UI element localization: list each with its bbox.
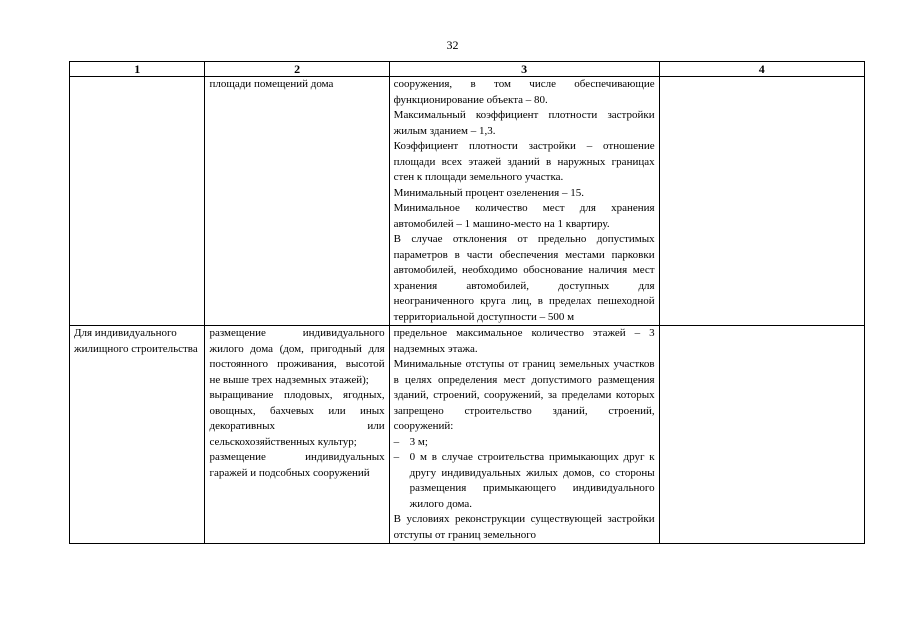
- cell-paragraph: выращивание плодовых, ягодных, овощных, бахчевых или иных декоративных или сельскохозяйственных культур;: [209, 389, 385, 448]
- list-item-text: 3 м;: [409, 435, 428, 448]
- list-item: [394, 435, 655, 451]
- list-dash: –: [393, 435, 400, 448]
- table-row: [70, 326, 865, 544]
- header-col-4: 4: [659, 62, 864, 77]
- cell-paragraph: сооружения, в том числе обеспечивающие функционирование объекта – 80.: [393, 78, 655, 106]
- cell-paragraph: размещение индивидуальных гаражей и подсобных сооружений: [209, 451, 385, 479]
- cell-paragraph: Минимальный процент озеленения – 15.: [393, 186, 584, 199]
- cell-paragraph: размещение индивидуального жилого дома (дом, пригодный для постоянного проживания, высотой не выше трех надземных этажей);: [209, 327, 385, 386]
- list-item-text: 0 м в случае строительства примыкающих друг к другу индивидуальных жилых домов, со стороны размещения примыкающего индивидуального жилого дома.: [409, 451, 655, 510]
- cell-paragraph: Максимальный коэффициент плотности застройки жилым зданием – 1,3.: [393, 109, 655, 137]
- cell-row1-col2: [205, 77, 389, 326]
- regulations-table: [69, 61, 865, 544]
- cell-row1-col4: [659, 77, 864, 326]
- cell-text: площади помещений дома: [209, 78, 334, 90]
- header-col-3: 3: [389, 62, 659, 77]
- table-row: [70, 77, 865, 326]
- cell-row1-col1: [70, 77, 205, 326]
- table-header-row: [70, 62, 865, 77]
- cell-paragraph: В случае отклонения от предельно допустимых параметров в части обеспечения местами парковки автомобилей, необходимо обоснование наличия мест хранения автомобилей, доступных для неограниченного круга лиц, в пределах пешеходной территориальной доступности – 500 м: [393, 233, 655, 323]
- list-item: [394, 450, 655, 512]
- cell-row2-col1: [70, 326, 205, 544]
- cell-row2-col3: [389, 326, 659, 544]
- page-number: 32: [446, 38, 459, 52]
- setback-list: [394, 435, 655, 513]
- header-col-1: 1: [70, 62, 205, 77]
- cell-row2-col4: [659, 326, 864, 544]
- cell-paragraph: Минимальное количество мест для хранения автомобилей – 1 машино-место на 1 квартиру.: [393, 202, 655, 230]
- cell-paragraph: Коэффициент плотности застройки – отношение площади всех этажей зданий в наружных границах стен к площади земельного участка.: [393, 140, 655, 183]
- land-use-type: Для индивидуального жилищного строительства: [74, 327, 198, 355]
- header-col-2: 2: [205, 62, 389, 77]
- cell-row2-col2: [205, 326, 389, 544]
- list-dash: –: [393, 451, 400, 463]
- cell-paragraph: В условиях реконструкции существующей застройки отступы от границ земельного: [393, 513, 655, 541]
- cell-paragraph: предельное максимальное количество этажей – 3 надземных этажа.: [393, 327, 655, 355]
- cell-row1-col3: [389, 77, 659, 326]
- cell-paragraph: Минимальные отступы от границ земельных участков в целях определения мест допустимого размещения зданий, строений, сооружений, за пределами которых запрещено строительство зданий, строений, сооружений:: [393, 358, 655, 432]
